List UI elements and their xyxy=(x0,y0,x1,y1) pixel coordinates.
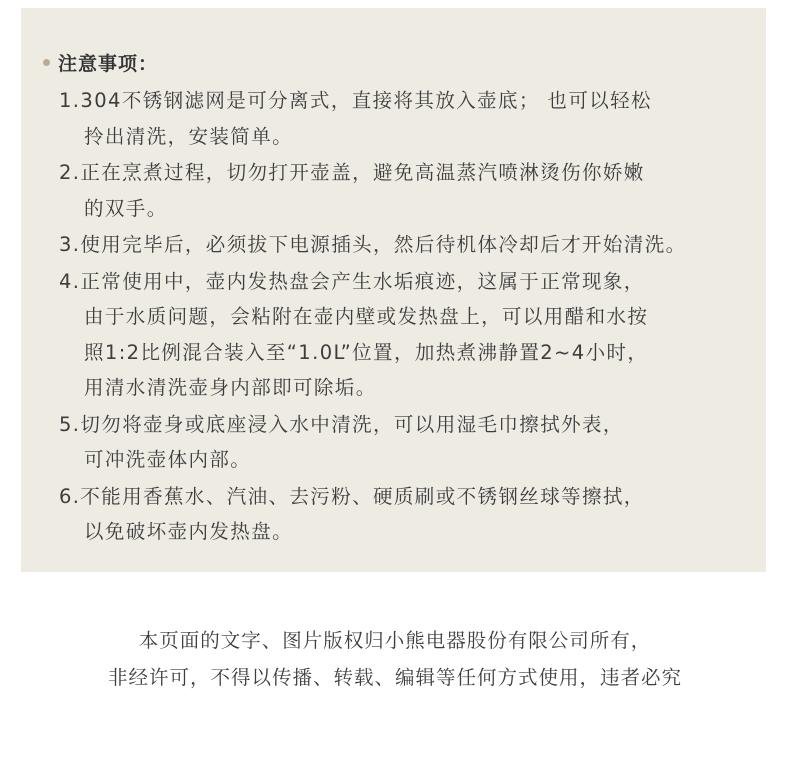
notice-line: 3.使用完毕后，必须拔下电源插头，然后待机体冷却后才开始清洗。 xyxy=(59,233,687,256)
notice-item-1 xyxy=(59,83,771,154)
notice-line: 2.正在烹煮过程，切勿打开壶盖，避免高温蒸汽喷淋烫伤你娇嫩 xyxy=(59,161,645,184)
copyright-line-1: 本页面的文字、图片版权归小熊电器股份有限公司所有， xyxy=(138,629,652,652)
notice-line: 可冲洗壶体内部。 xyxy=(84,448,252,471)
notice-item-3 xyxy=(59,227,771,263)
copyright-line-2: 非经许可，不得以传播、转载、编辑等任何方式使用，违者必究 xyxy=(107,666,682,689)
notice-item-5 xyxy=(59,407,771,478)
notice-item-4 xyxy=(59,264,771,406)
notice-line: 1.304不锈钢滤网是可分离式，直接将其放入壶底； 也可以轻松 xyxy=(59,89,652,112)
notice-line: 由于水质问题，会粘附在壶内壁或发热盘上，可以用醋和水按 xyxy=(84,305,649,328)
notice-line: 6.不能用香蕉水、汽油、去污粉、硬质刷或不锈钢丝球等擦拭， xyxy=(59,484,645,508)
notice-line: 照1:2比例混合装入至“1.0L”位置，加热煮沸静置2~4小时， xyxy=(84,340,649,364)
notice-title: 注意事项： xyxy=(58,52,159,75)
notice-line: 拎出清洗，安装简单。 xyxy=(84,124,294,148)
notice-line: 5.切勿将壶身或底座浸入水中清洗，可以用湿毛巾擦拭外表， xyxy=(59,412,624,436)
notice-list xyxy=(59,83,771,551)
notice-panel xyxy=(21,8,766,572)
copyright-notice xyxy=(0,622,790,696)
notice-line: 的双手。 xyxy=(84,196,168,220)
bullet-dot-icon xyxy=(43,59,50,66)
notice-item-6 xyxy=(59,479,771,550)
notice-item-2 xyxy=(59,155,771,226)
notice-header xyxy=(43,48,158,76)
notice-line: 用清水清洗壶身内部即可除垢。 xyxy=(84,376,377,399)
notice-line: 以免破坏壶内发热盘。 xyxy=(84,520,294,543)
notice-line: 4.正常使用中，壶内发热盘会产生水垢痕迹，这属于正常现象， xyxy=(59,269,645,293)
